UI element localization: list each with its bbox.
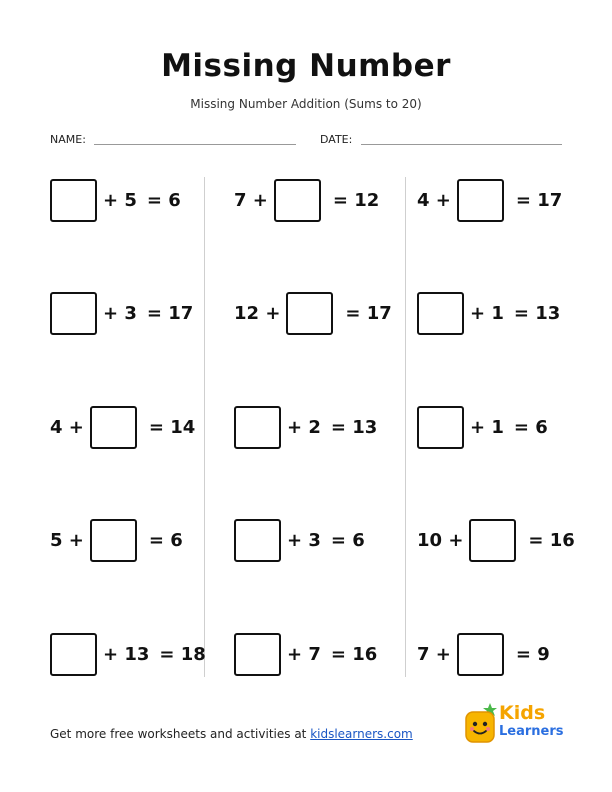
second-addend: + 1	[470, 302, 504, 324]
problem-item	[50, 517, 183, 563]
sum-result: = 13	[330, 416, 378, 438]
second-addend: + 1	[470, 416, 504, 438]
problem-item	[417, 517, 575, 563]
problem-item	[234, 290, 392, 336]
sum-result: = 6	[148, 529, 183, 551]
problem-item	[417, 631, 550, 677]
answer-box[interactable]	[234, 633, 281, 676]
problem-item	[234, 177, 379, 223]
footer-link[interactable]: kidslearners.com	[310, 727, 413, 741]
answer-box[interactable]	[469, 519, 516, 562]
worksheet-title: Missing Number	[161, 48, 451, 84]
first-addend: 5 +	[50, 529, 84, 551]
column-divider	[405, 177, 406, 677]
answer-box[interactable]	[234, 519, 281, 562]
problem-item	[234, 404, 377, 450]
first-addend: 10 +	[417, 529, 464, 551]
kids-learners-logo	[463, 700, 573, 748]
problem-item	[417, 404, 548, 450]
sum-result: = 18	[159, 643, 206, 665]
worksheet-subtitle: Missing Number Addition (Sums to 20)	[190, 97, 422, 111]
footer-text: Get more free worksheets and activities at	[50, 727, 311, 741]
answer-box[interactable]	[90, 406, 137, 449]
first-addend: 4 +	[417, 189, 451, 211]
mascot-icon	[463, 702, 499, 748]
first-addend: 4 +	[50, 416, 84, 438]
sum-result: = 16	[330, 643, 378, 665]
second-addend: + 3	[287, 529, 321, 551]
answer-box[interactable]	[457, 633, 504, 676]
problem-item	[50, 404, 195, 450]
problem-item	[234, 517, 365, 563]
first-addend: 7 +	[417, 643, 451, 665]
sum-result: = 9	[515, 643, 550, 665]
logo-learners-text: Learners	[499, 724, 564, 739]
answer-box[interactable]	[90, 519, 137, 562]
answer-box[interactable]	[286, 292, 333, 335]
second-addend: + 3	[103, 302, 137, 324]
problem-item	[417, 177, 562, 223]
answer-box[interactable]	[417, 292, 464, 335]
name-field	[50, 133, 296, 147]
answer-box[interactable]	[457, 179, 504, 222]
second-addend: + 7	[287, 643, 321, 665]
name-label: NAME:	[50, 133, 86, 146]
problem-item	[50, 177, 181, 223]
sum-result: = 13	[513, 302, 561, 324]
first-addend: 7 +	[234, 189, 268, 211]
second-addend: + 5	[103, 189, 137, 211]
sum-result: = 6	[330, 529, 365, 551]
sum-result: = 16	[528, 529, 575, 551]
problem-item	[417, 290, 560, 336]
problem-item	[50, 631, 206, 677]
first-addend: 12 +	[234, 302, 281, 324]
logo-kids-text: Kids	[499, 702, 546, 724]
sum-result: = 17	[146, 302, 194, 324]
answer-box[interactable]	[234, 406, 281, 449]
sum-result: = 17	[515, 189, 563, 211]
answer-box[interactable]	[417, 406, 464, 449]
sum-result: = 6	[513, 416, 548, 438]
problem-item	[234, 631, 377, 677]
column-divider	[204, 177, 205, 677]
answer-box[interactable]	[50, 179, 97, 222]
date-line[interactable]	[361, 144, 562, 145]
sum-result: = 6	[146, 189, 181, 211]
answer-box[interactable]	[50, 292, 97, 335]
date-label: DATE:	[320, 133, 353, 146]
second-addend: + 13	[103, 643, 150, 665]
name-line[interactable]	[94, 144, 296, 145]
problem-item	[50, 290, 193, 336]
footer	[50, 727, 413, 741]
answer-box[interactable]	[274, 179, 321, 222]
sum-result: = 17	[345, 302, 392, 324]
second-addend: + 2	[287, 416, 321, 438]
sum-result: = 12	[332, 189, 380, 211]
date-field	[320, 133, 562, 147]
sum-result: = 14	[148, 416, 196, 438]
answer-box[interactable]	[50, 633, 97, 676]
